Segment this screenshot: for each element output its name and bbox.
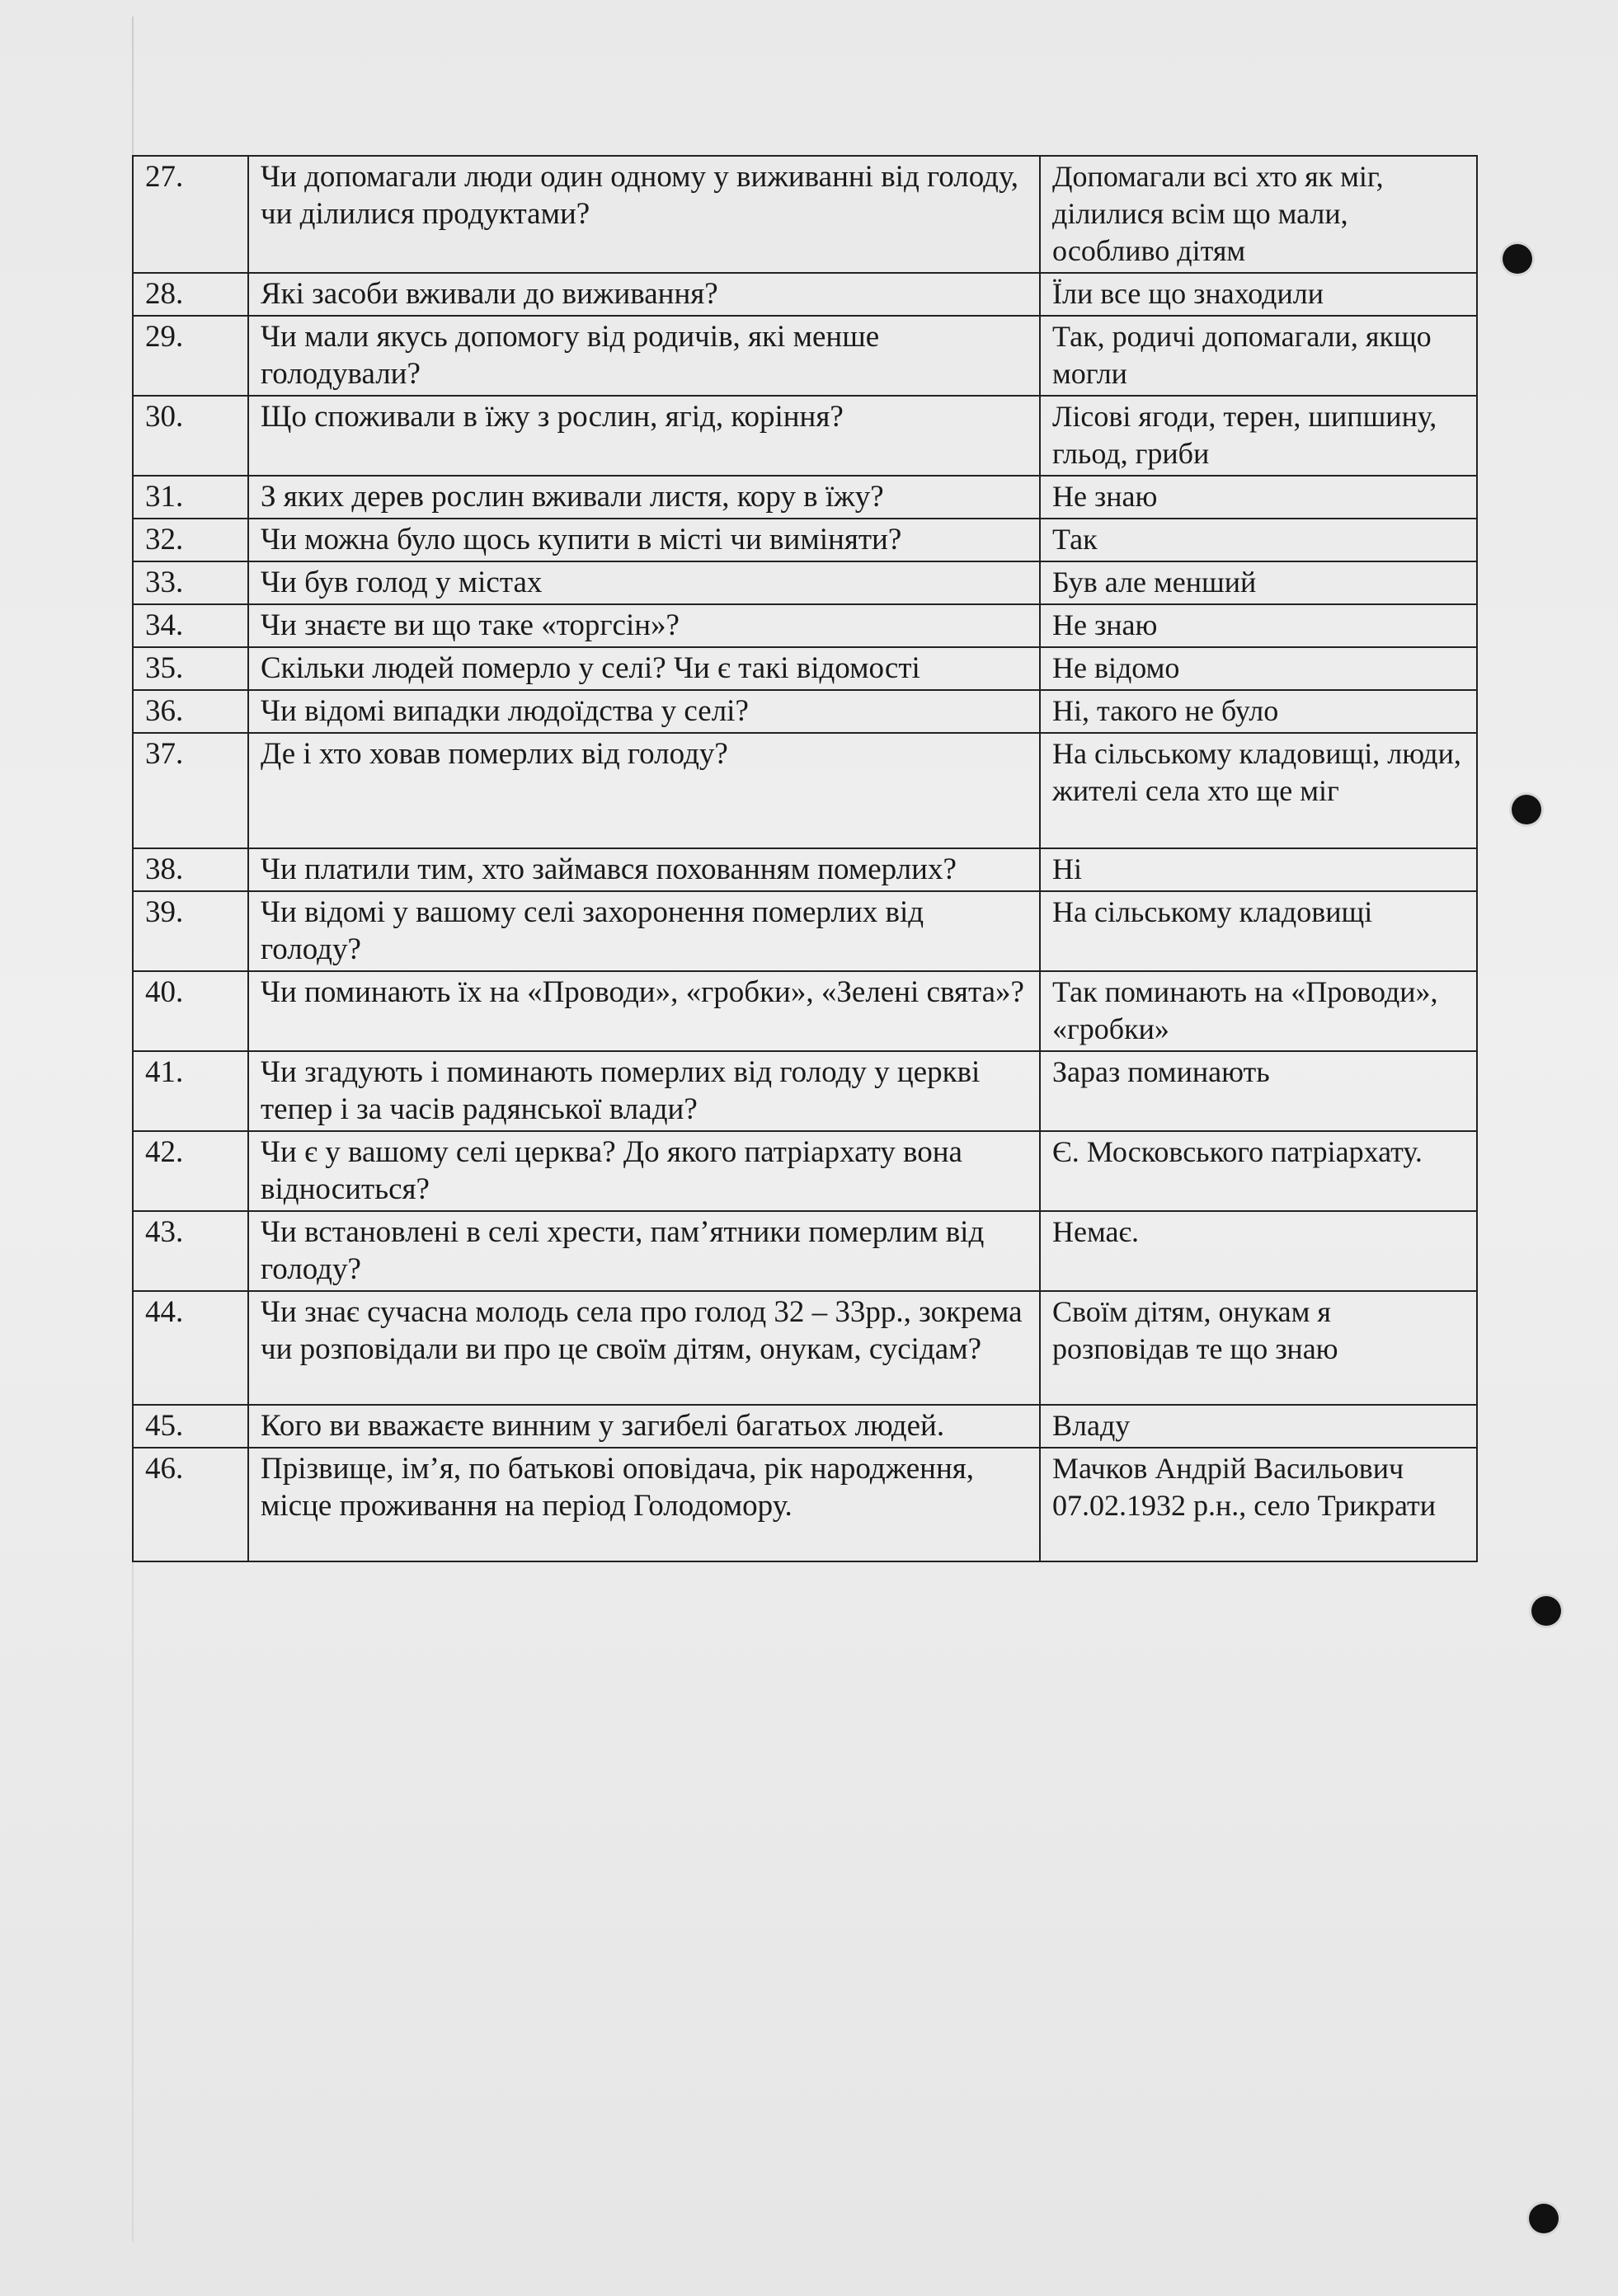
- row-number: 31.: [133, 476, 248, 519]
- answer-cell: На сільському кладовищі: [1040, 891, 1477, 971]
- answer-cell: Не знаю: [1040, 476, 1477, 519]
- question-cell: Чи знаєте ви що таке «торгсін»?: [248, 604, 1040, 647]
- punch-hole: [1529, 2204, 1559, 2233]
- row-number: 46.: [133, 1448, 248, 1561]
- question-cell: Прізвище, ім’я, по батькові оповідача, рік народження, місце проживання на період Голодомору.: [248, 1448, 1040, 1561]
- punch-hole: [1503, 244, 1532, 274]
- answer-cell: Був але менший: [1040, 561, 1477, 604]
- table-row: [133, 156, 1477, 273]
- row-number: 28.: [133, 273, 248, 316]
- table-row: [133, 1405, 1477, 1448]
- row-number: 40.: [133, 971, 248, 1051]
- survey-table: [132, 155, 1478, 1562]
- row-number: 41.: [133, 1051, 248, 1131]
- row-number: 29.: [133, 316, 248, 396]
- row-number: 45.: [133, 1405, 248, 1448]
- row-number: 38.: [133, 848, 248, 891]
- table-row: [133, 561, 1477, 604]
- row-number: 33.: [133, 561, 248, 604]
- row-number: 34.: [133, 604, 248, 647]
- answer-cell: Допомагали всі хто як міг, ділилися всім що мали, особливо дітям: [1040, 156, 1477, 273]
- table-row: [133, 519, 1477, 561]
- answer-cell: Не відомо: [1040, 647, 1477, 690]
- answer-cell: Їли все що знаходили: [1040, 273, 1477, 316]
- question-cell: Чи поминають їх на «Проводи», «гробки», «Зелені свята»?: [248, 971, 1040, 1051]
- question-cell: Чи відомі випадки людоїдства у селі?: [248, 690, 1040, 733]
- question-cell: Чи був голод у містах: [248, 561, 1040, 604]
- answer-cell: Є. Московського патріархату.: [1040, 1131, 1477, 1211]
- question-cell: Кого ви вважаєте винним у загибелі багатьох людей.: [248, 1405, 1040, 1448]
- punch-hole: [1512, 795, 1541, 824]
- question-cell: Чи можна було щось купити в місті чи виміняти?: [248, 519, 1040, 561]
- question-cell: Чи допомагали люди один одному у виживанні від голоду, чи ділилися продуктами?: [248, 156, 1040, 273]
- answer-cell: Так: [1040, 519, 1477, 561]
- punch-hole: [1531, 1596, 1561, 1626]
- row-number: 39.: [133, 891, 248, 971]
- row-number: 35.: [133, 647, 248, 690]
- table-row: [133, 690, 1477, 733]
- row-number: 27.: [133, 156, 248, 273]
- table-row: [133, 733, 1477, 848]
- table-row: [133, 1051, 1477, 1131]
- answer-cell: Ні: [1040, 848, 1477, 891]
- table-row: [133, 273, 1477, 316]
- table-row: [133, 848, 1477, 891]
- question-cell: Де і хто ховав померлих від голоду?: [248, 733, 1040, 848]
- table-row: [133, 1211, 1477, 1291]
- answer-cell: Немає.: [1040, 1211, 1477, 1291]
- table-row: [133, 604, 1477, 647]
- table-row: [133, 1131, 1477, 1211]
- table-row: [133, 316, 1477, 396]
- row-number: 32.: [133, 519, 248, 561]
- answer-cell: На сільському кладовищі, люди, жителі села хто ще міг: [1040, 733, 1477, 848]
- table-row: [133, 1291, 1477, 1405]
- answer-cell: Мачков Андрій Васильович 07.02.1932 р.н., село Трикрати: [1040, 1448, 1477, 1561]
- question-cell: Які засоби вживали до виживання?: [248, 273, 1040, 316]
- answer-cell: Так, родичі допомагали, якщо могли: [1040, 316, 1477, 396]
- question-cell: Скільки людей померло у селі? Чи є такі відомості: [248, 647, 1040, 690]
- table-row: [133, 1448, 1477, 1561]
- answer-cell: Лісові ягоди, терен, шипшину, гльод, гриби: [1040, 396, 1477, 476]
- question-cell: Чи платили тим, хто займався похованням померлих?: [248, 848, 1040, 891]
- answer-cell: Ні, такого не було: [1040, 690, 1477, 733]
- row-number: 36.: [133, 690, 248, 733]
- answer-cell: Зараз поминають: [1040, 1051, 1477, 1131]
- answer-cell: Не знаю: [1040, 604, 1477, 647]
- table-row: [133, 647, 1477, 690]
- answer-cell: Владу: [1040, 1405, 1477, 1448]
- question-cell: Чи встановлені в селі хрести, пам’ятники померлим від голоду?: [248, 1211, 1040, 1291]
- table-row: [133, 891, 1477, 971]
- table-row: [133, 396, 1477, 476]
- row-number: 37.: [133, 733, 248, 848]
- row-number: 42.: [133, 1131, 248, 1211]
- row-number: 43.: [133, 1211, 248, 1291]
- answer-cell: Так поминають на «Проводи», «гробки»: [1040, 971, 1477, 1051]
- question-cell: Чи є у вашому селі церква? До якого патріархату вона відноситься?: [248, 1131, 1040, 1211]
- row-number: 44.: [133, 1291, 248, 1405]
- question-cell: Чи знає сучасна молодь села про голод 32 – 33рр., зокрема чи розповідали ви про це своїм дітям, онукам, сусідам?: [248, 1291, 1040, 1405]
- table-row: [133, 971, 1477, 1051]
- question-cell: Чи згадують і поминають померлих від голоду у церкві тепер і за часів радянської влади?: [248, 1051, 1040, 1131]
- question-cell: Що споживали в їжу з рослин, ягід, коріння?: [248, 396, 1040, 476]
- question-cell: Чи мали якусь допомогу від родичів, які менше голодували?: [248, 316, 1040, 396]
- answer-cell: Своїм дітям, онукам я розповідав те що знаю: [1040, 1291, 1477, 1405]
- table-row: [133, 476, 1477, 519]
- question-cell: Чи відомі у вашому селі захоронення померлих від голоду?: [248, 891, 1040, 971]
- question-cell: З яких дерев рослин вживали листя, кору в їжу?: [248, 476, 1040, 519]
- row-number: 30.: [133, 396, 248, 476]
